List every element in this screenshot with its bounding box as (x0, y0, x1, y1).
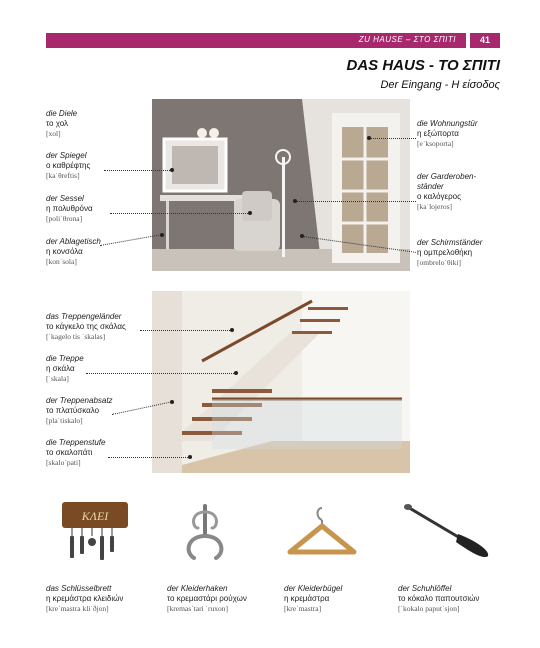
item-label-kleiderhaken: der Kleiderhaken το κρεμαστάρι ρούχων [kremasˈtari ˈruxon] (167, 584, 247, 613)
label-treppe: die Treppe η σκάλα [ˈskala] (46, 354, 84, 383)
header-bar (46, 33, 466, 48)
leader-wohnungstuer (370, 138, 416, 139)
clothes-hook-icon (180, 502, 230, 564)
item-label-schluesselbrett: das Schlüsselbrett η κρεμάστρα κλειδιών [kreˈmastra kliˈðjon] (46, 584, 124, 613)
dot-sessel (248, 211, 252, 215)
dot-garderobenstaender (293, 199, 297, 203)
item-label-kleiderbuegel: der Kleiderbügel η κρεμάστρα [kreˈmastra] (284, 584, 343, 613)
label-ablagetisch: der Ablagetisch η κονσόλα [konˈsola] (46, 237, 101, 266)
dot-ablagetisch (160, 233, 164, 237)
staircase-photo (152, 291, 410, 473)
shoehorn-icon (400, 500, 496, 562)
label-spiegel: der Spiegel ο καθρέφτης [kaˈθreftis] (46, 151, 91, 180)
leader-spiegel (104, 170, 172, 171)
leader-sessel (110, 213, 250, 214)
page-number: 41 (470, 33, 500, 48)
leader-treppenstufe (108, 457, 190, 458)
label-diele: die Diele το χολ [xol] (46, 109, 78, 138)
label-sessel: der Sessel η πολυθρόνα [poliˈθrona] (46, 194, 93, 223)
label-wohnungstuer: die Wohnungstür η εξώπορτα [eˈksoporta] (417, 119, 478, 148)
label-treppenstufe: die Treppenstufe το σκαλοπάτι [skaloˈpati] (46, 438, 106, 467)
hanger-icon (286, 504, 358, 562)
label-garderobenstaender: der Garderoben-ständer ο καλόγερος [kaˈlojeros] (417, 172, 477, 211)
dot-spiegel (170, 168, 174, 172)
dot-wohnungstuer (367, 136, 371, 140)
leader-garderobenstaender (296, 201, 416, 202)
label-treppenabsatz: der Treppenabsatz το πλατύσκαλο [plaˈtiskalo] (46, 396, 113, 425)
item-label-schuhloeffel: der Schuhlöffel το κόκαλο παπουτσιών [ˈkokalo paputˈsjon] (398, 584, 480, 613)
key-rack-icon (60, 500, 130, 564)
page-title: DAS HAUS - ΤΟ ΣΠΙΤΙ (346, 57, 500, 74)
dot-schirmstaender (300, 234, 304, 238)
leader-treppengelaender (140, 330, 232, 331)
dot-treppe (234, 371, 238, 375)
label-schirmstaender: der Schirmständer η ομπρελοθήκη [ombreloˈθiki] (417, 238, 483, 267)
section-title: ZU HAUSE – ΣΤΟ ΣΠΙΤΙ (358, 35, 456, 44)
dot-treppenabsatz (170, 400, 174, 404)
label-treppengelaender: das Treppengeländer το κάγκελο της σκάλας [ˈkagelo tis ˈskalas] (46, 312, 126, 341)
dot-treppengelaender (230, 328, 234, 332)
dot-treppenstufe (188, 455, 192, 459)
leader-treppe (86, 373, 236, 374)
page-subtitle: Der Eingang - Η είσοδος (380, 79, 500, 91)
svg-text:KΛΕΙ: KΛΕΙ (81, 509, 109, 523)
